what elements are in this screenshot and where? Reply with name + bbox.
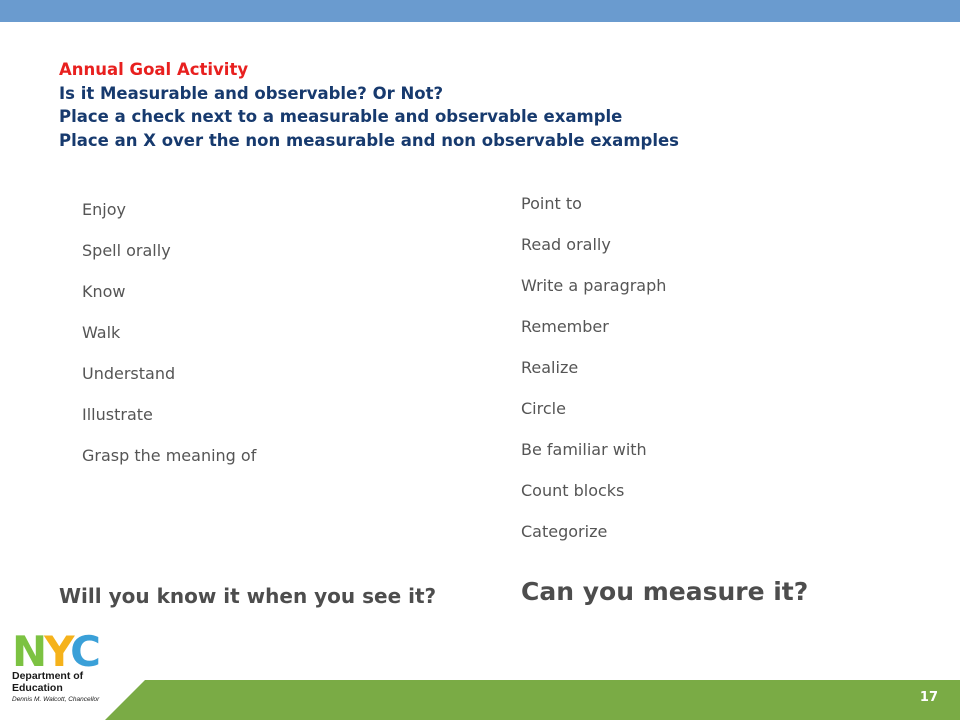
slide-heading <box>59 58 679 152</box>
nyc-logo-icon <box>12 632 122 670</box>
logo-department-text: Department of Education <box>12 670 84 694</box>
instruction-line-3: Place an X over the non measurable and non observable examples <box>59 130 679 150</box>
word-item: Count blocks <box>521 481 625 500</box>
page-number: 17 <box>919 690 938 705</box>
nyc-doe-logo <box>12 632 127 712</box>
logo-chancellor-text: Dennis M. Walcott, Chancellor <box>12 696 100 703</box>
word-item: Understand <box>82 364 176 383</box>
word-item: Grasp the meaning of <box>82 446 257 465</box>
instruction-line-2: Place a check next to a measurable and observable example <box>59 107 623 126</box>
word-item: Point to <box>521 194 582 213</box>
word-item: Illustrate <box>82 405 153 424</box>
word-item: Read orally <box>521 235 611 254</box>
word-item: Be familiar with <box>521 440 647 459</box>
instruction-line-1: Is it Measurable and observable? Or Not? <box>59 83 444 103</box>
word-item: Categorize <box>521 522 608 541</box>
word-item: Walk <box>82 323 121 342</box>
word-item: Know <box>82 282 126 301</box>
word-item: Circle <box>521 399 566 418</box>
word-item: Write a paragraph <box>521 276 667 295</box>
logo-letter-c: C <box>70 632 98 670</box>
right-column-question: Can you measure it? <box>521 577 809 606</box>
logo-letter-n: N <box>12 632 45 670</box>
left-column-question: Will you know it when you see it? <box>59 584 437 608</box>
word-item: Spell orally <box>82 241 171 260</box>
logo-wordmark <box>12 632 99 670</box>
logo-letter-y: Y <box>44 632 71 670</box>
top-accent-bar <box>0 0 960 22</box>
word-item: Realize <box>521 358 579 377</box>
footer-bar <box>0 680 960 720</box>
slide-title: Annual Goal Activity <box>59 60 249 79</box>
word-item: Remember <box>521 317 609 336</box>
word-item: Enjoy <box>82 200 126 219</box>
